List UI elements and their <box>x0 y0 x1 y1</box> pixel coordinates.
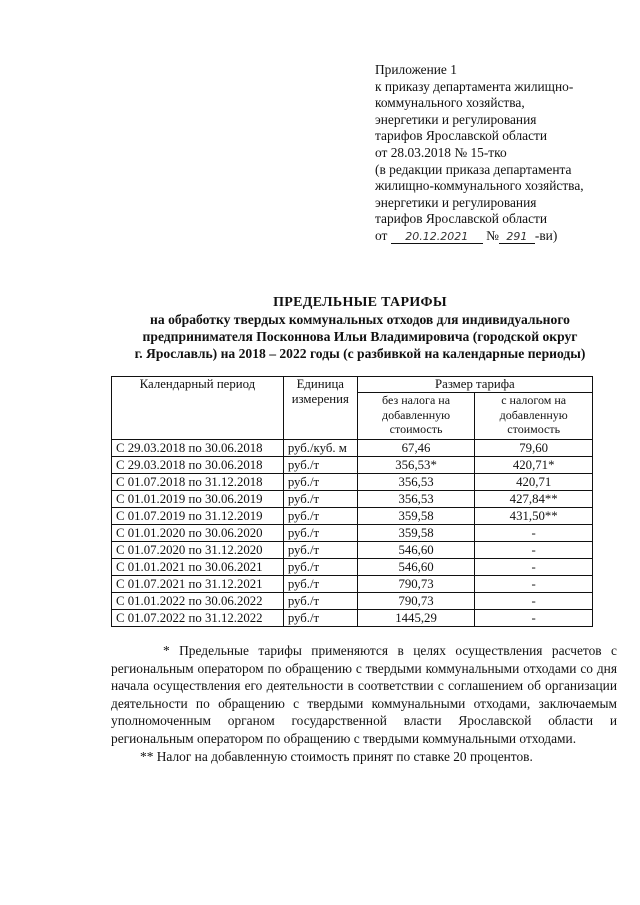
appendix-line: к приказу департамента жилищно- <box>375 78 574 94</box>
table-row <box>112 491 593 508</box>
cell-with-vat: - <box>475 525 593 542</box>
cell-without-vat: 359,58 <box>357 525 475 542</box>
footnotes <box>111 642 617 765</box>
cell-period: С 01.07.2020 по 31.12.2020 <box>112 542 284 559</box>
cell-unit: руб./т <box>283 559 357 576</box>
cell-unit: руб./т <box>283 457 357 474</box>
appendix-line: жилищно-коммунального хозяйства, <box>375 178 584 194</box>
footnote-double-asterisk: ** Налог на добавленную стоимость принят по ставке 20 процентов. <box>140 748 533 764</box>
cell-unit: руб./т <box>283 474 357 491</box>
cell-without-vat: 356,53* <box>357 457 475 474</box>
appendix-line: (в редакции приказа департамента <box>375 161 572 177</box>
date-prefix: от <box>375 227 388 243</box>
cell-without-vat: 790,73 <box>357 593 475 610</box>
cell-unit: руб./т <box>283 525 357 542</box>
cell-unit: руб./т <box>283 576 357 593</box>
cell-period: С 01.01.2019 по 30.06.2019 <box>112 491 284 508</box>
cell-with-vat: - <box>475 542 593 559</box>
cell-without-vat: 359,58 <box>357 508 475 525</box>
title-line: г. Ярославль) на 2018 – 2022 годы (с разбивкой на календарные периоды) <box>134 346 586 361</box>
cell-period: С 01.07.2019 по 31.12.2019 <box>112 508 284 525</box>
cell-period: С 01.07.2022 по 31.12.2022 <box>112 610 284 627</box>
cell-period: С 01.01.2022 по 30.06.2022 <box>112 593 284 610</box>
handwritten-number: 291 <box>499 230 535 244</box>
tariff-table-body <box>112 440 593 627</box>
cell-unit: руб./т <box>283 610 357 627</box>
cell-without-vat: 546,60 <box>357 559 475 576</box>
table-row <box>112 508 593 525</box>
cell-without-vat: 790,73 <box>357 576 475 593</box>
cell-period: С 01.07.2018 по 31.12.2018 <box>112 474 284 491</box>
tariff-table <box>111 376 593 627</box>
cell-with-vat: 79,60 <box>475 440 593 457</box>
cell-unit: руб./т <box>283 508 357 525</box>
header-tariff-size: Размер тарифа <box>357 377 592 393</box>
cell-without-vat: 1445,29 <box>357 610 475 627</box>
title-line: на обработку твердых коммунальных отходов для индивидуального <box>150 312 570 327</box>
appendix-date-line <box>375 228 635 245</box>
appendix-line: энергетики и регулирования <box>375 111 537 127</box>
footnote-single-asterisk: * Предельные тарифы применяются в целях осуществления расчетов с региональным оператором по обращению с твердыми коммунальными отходами со дня начала осуществления его деятельности в соответствии с соглашением об организации деятельности по обращению с твердыми коммунальными отходами, заключаемым уполномоченным органом государственной власти Ярославской области и региональным оператором по обращению с твердыми коммунальными отходами. <box>111 643 617 746</box>
table-row <box>112 542 593 559</box>
appendix-line: от 28.03.2018 № 15-тко <box>375 144 507 160</box>
appendix-line: энергетики и регулирования <box>375 194 537 210</box>
number-suffix: -ви) <box>534 227 558 243</box>
cell-with-vat: - <box>475 593 593 610</box>
cell-without-vat: 356,53 <box>357 491 475 508</box>
table-row <box>112 440 593 457</box>
header-unit <box>283 377 357 440</box>
cell-without-vat: 356,53 <box>357 474 475 491</box>
header-unit-line: измерения <box>291 392 349 406</box>
title-main: ПРЕДЕЛЬНЫЕ ТАРИФЫ <box>273 295 447 310</box>
cell-period: С 29.03.2018 по 30.06.2018 <box>112 440 284 457</box>
appendix-header <box>375 62 635 245</box>
table-row <box>112 610 593 627</box>
number-prefix: № <box>486 227 499 243</box>
cell-without-vat: 67,46 <box>357 440 475 457</box>
cell-without-vat: 546,60 <box>357 542 475 559</box>
cell-unit: руб./т <box>283 593 357 610</box>
table-row <box>112 474 593 491</box>
handwritten-date: 20.12.2021 <box>391 230 483 244</box>
document-title <box>100 294 620 362</box>
cell-with-vat: - <box>475 610 593 627</box>
header-period: Календарный период <box>112 377 284 440</box>
appendix-line: Приложение 1 <box>375 62 457 77</box>
appendix-line: тарифов Ярославской области <box>375 211 548 227</box>
table-row <box>112 559 593 576</box>
appendix-line: коммунального хозяйства, <box>375 95 525 111</box>
header-unit-line: Единица <box>296 377 344 391</box>
cell-with-vat: 420,71 <box>475 474 593 491</box>
header-without-vat: без налога на добавленную стоимость <box>357 393 475 440</box>
cell-unit: руб./т <box>283 542 357 559</box>
cell-period: С 01.07.2021 по 31.12.2021 <box>112 576 284 593</box>
cell-with-vat: - <box>475 559 593 576</box>
table-row <box>112 457 593 474</box>
cell-with-vat: 427,84** <box>475 491 593 508</box>
cell-period: С 01.01.2020 по 30.06.2020 <box>112 525 284 542</box>
cell-unit: руб./куб. м <box>283 440 357 457</box>
cell-with-vat: 420,71* <box>475 457 593 474</box>
cell-period: С 01.01.2021 по 30.06.2021 <box>112 559 284 576</box>
cell-unit: руб./т <box>283 491 357 508</box>
table-row <box>112 593 593 610</box>
header-with-vat: с налогом на добавленную стоимость <box>475 393 593 440</box>
appendix-line: тарифов Ярославской области <box>375 128 548 144</box>
cell-with-vat: - <box>475 576 593 593</box>
cell-period: С 29.03.2018 по 30.06.2018 <box>112 457 284 474</box>
table-row <box>112 525 593 542</box>
cell-with-vat: 431,50** <box>475 508 593 525</box>
table-row <box>112 576 593 593</box>
title-line: предпринимателя Посконнова Ильи Владимировича (городской округ <box>142 329 578 344</box>
